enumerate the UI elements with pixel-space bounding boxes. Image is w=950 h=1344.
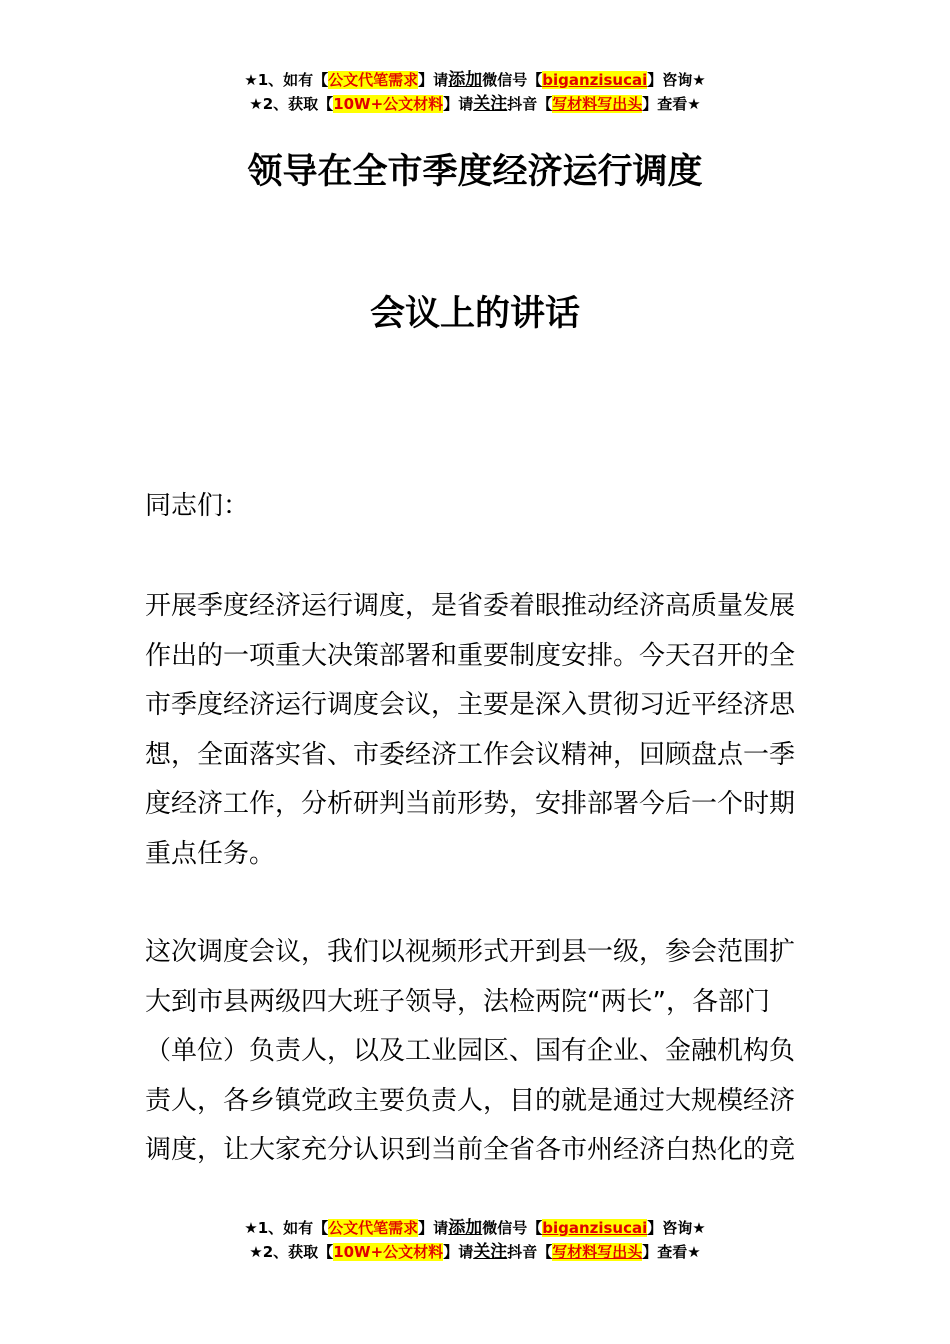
emphasis-follow: 关注 (473, 1242, 508, 1262)
footer-banner-line-1 (0, 1216, 950, 1240)
emphasis-add: 添加 (448, 70, 483, 90)
paragraph-1 (145, 582, 807, 880)
wechat-id-link[interactable]: biganzisucai (542, 71, 648, 89)
banner-text: 】请 (443, 1243, 474, 1261)
banner-text: ★1、如有【 (244, 71, 329, 89)
greeting-text: 同志们： (145, 491, 250, 521)
paragraph-2 (145, 928, 807, 1176)
emphasis-add: 添加 (448, 1218, 483, 1238)
banner-text: 抖音【 (507, 1243, 553, 1261)
highlight-service: 公文代笔需求 (328, 71, 419, 89)
banner-text: 】查看★ (642, 1243, 701, 1261)
footer-banner (0, 1216, 950, 1264)
paragraph-1-text: 开展季度经济运行调度，是省委着眼推动经济高质量发展作出的一项重大决策部署和重要制度安排。今天召开的全市季度经济运行调度会议，主要是深入贯彻习近平经济思想，全面落实省、市委经济工作会议精神，回顾盘点一季度经济工作，分析研判当前形势，安排部署今后一个时期重点任务。 (145, 591, 796, 869)
emphasis-follow: 关注 (473, 94, 508, 114)
douyin-account-link[interactable]: 写材料写出头 (552, 1243, 643, 1261)
banner-text: 】咨询★ (647, 71, 706, 89)
header-banner-line-2 (0, 92, 950, 116)
banner-text: 】请 (418, 71, 449, 89)
paragraph-2-text: 这次调度会议，我们以视频形式开到县一级，参会范围扩大到市县两级四大班子领导，法检两院“两长”，各部门（单位）负责人，以及工业园区、国有企业、金融机构负责人，各乡镇党政主要负责人，目的就是通过大规模经济调度，让大家充分认识到当前全省各市州经济白热化的竞 (145, 937, 796, 1166)
document-title-line-1: 领导在全市季度经济运行调度 (247, 152, 703, 192)
banner-text: 】请 (443, 95, 474, 113)
header-banner (0, 68, 950, 116)
wechat-id-link[interactable]: biganzisucai (542, 1219, 648, 1237)
banner-text: 微信号【 (482, 1219, 543, 1237)
banner-text: 微信号【 (482, 71, 543, 89)
greeting (145, 482, 807, 532)
douyin-account-link[interactable]: 写材料写出头 (552, 95, 643, 113)
highlight-materials: 10W+公文材料 (333, 95, 444, 113)
banner-text: ★1、如有【 (244, 1219, 329, 1237)
footer-banner-line-2 (0, 1240, 950, 1264)
banner-text: 】查看★ (642, 95, 701, 113)
header-banner-line-1 (0, 68, 950, 92)
highlight-materials: 10W+公文材料 (333, 1243, 444, 1261)
document-title-line-2: 会议上的讲话 (369, 294, 580, 334)
banner-text: 抖音【 (507, 95, 553, 113)
banner-text: ★2、获取【 (249, 1243, 334, 1261)
banner-text: 】咨询★ (647, 1219, 706, 1237)
highlight-service: 公文代笔需求 (328, 1219, 419, 1237)
banner-text: 】请 (418, 1219, 449, 1237)
banner-text: ★2、获取【 (249, 95, 334, 113)
